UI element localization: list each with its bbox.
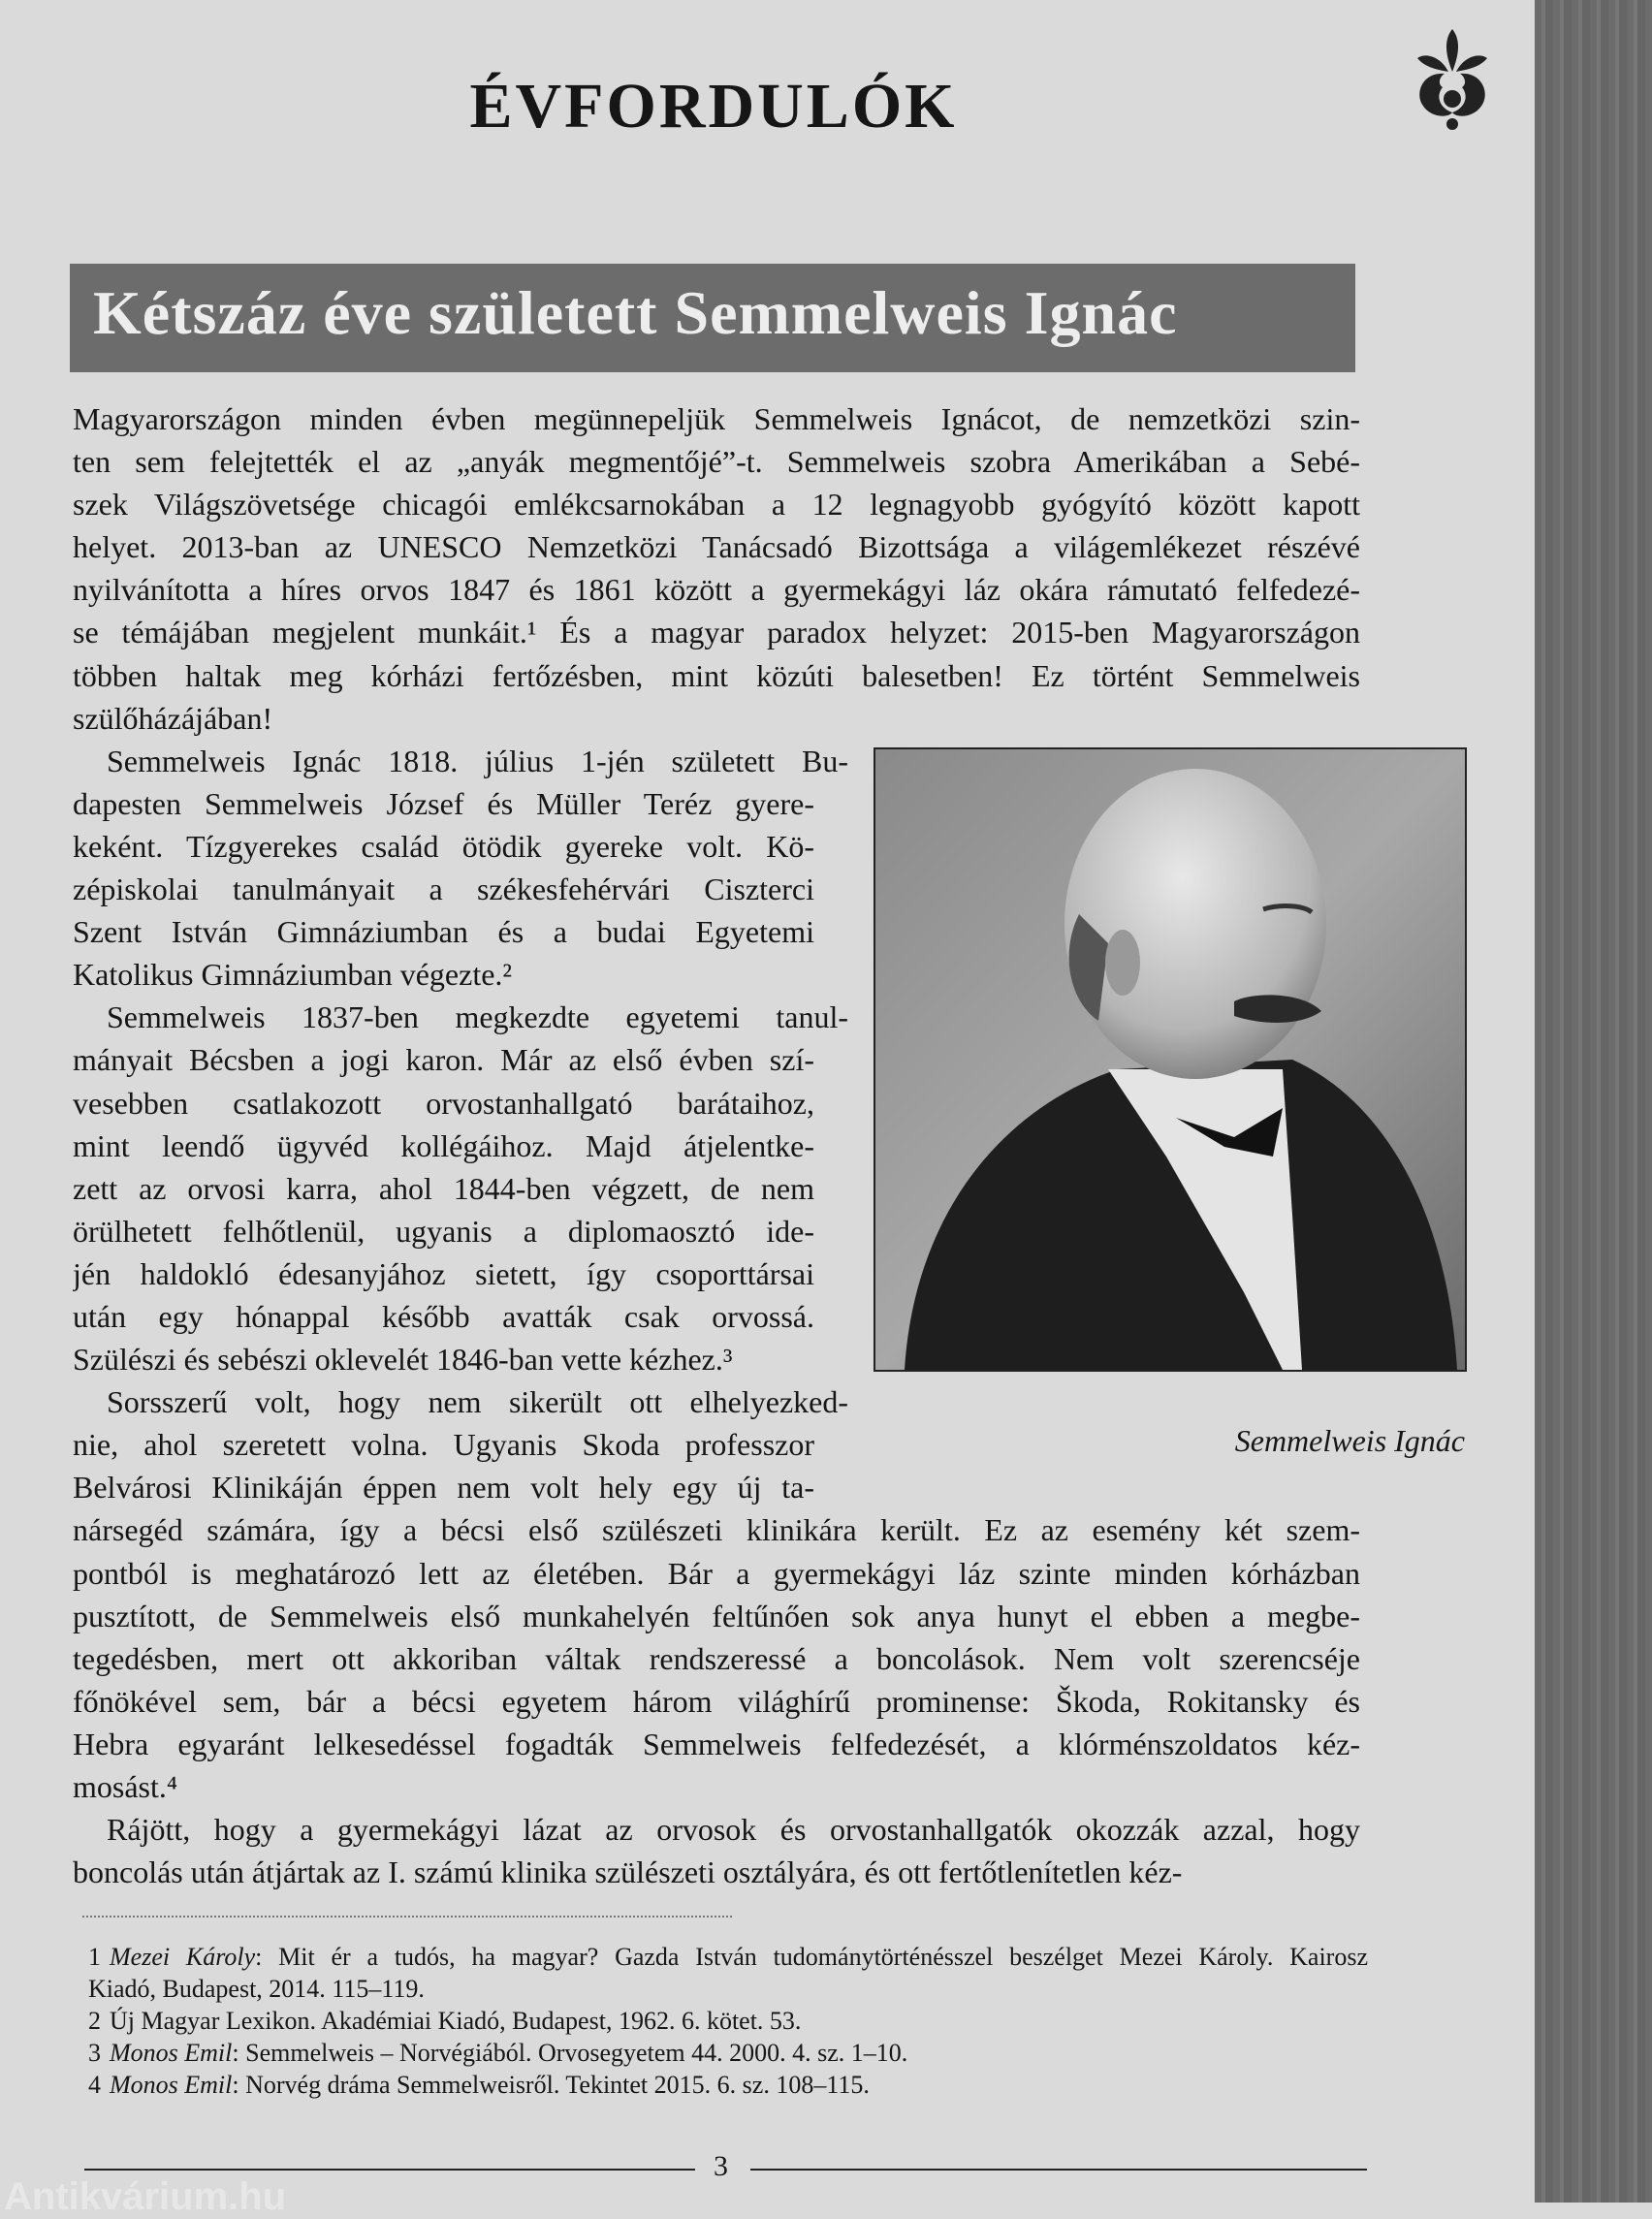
text-line: pontból is meghatározó lett az életében. Bár a gyermekágyi láz szinte minden kórházban: [73, 1555, 1360, 1591]
text-line: nie, ahol szeretett volna. Ugyanis Skoda professzor: [73, 1427, 814, 1463]
text-line: boncolás után átjártak az I. számú klinika szülészeti osztályára, és ott fertőtlenítetlen kéz-: [73, 1854, 1183, 1890]
article-title-banner: [70, 264, 1355, 372]
text-line: nársegéd számára, így a bécsi első szülészeti klinikára került. Ez az esemény két szem-: [73, 1512, 1360, 1548]
text-line: dapesten Semmelweis József és Müller Teréz gyere-: [73, 785, 814, 821]
text-line: után egy hónappal később avatták csak orvossá.: [73, 1298, 814, 1334]
footer-rule-right: [750, 2169, 1367, 2171]
text-line: zett az orvosi karra, ahol 1844-ben végzett, de nem: [73, 1170, 814, 1206]
footnote-author: Mezei Károly: [110, 1943, 256, 1971]
footnote-line: 3 Monos Emil: Semmelweis – Norvégiából. Orvosegyetem 44. 2000. 4. sz. 1–10.: [88, 2039, 908, 2067]
text-line: jén haldokló édesanyjához sietett, így csoporttársai: [73, 1255, 814, 1291]
footnote-line: 1 Mezei Károly: Mit ér a tudós, ha magyar? Gazda István tudománytörténésszel beszélget Mezei Károly. Kairosz: [88, 1943, 1368, 1971]
footnote-number: 2: [88, 2007, 101, 2035]
text-line: Belvárosi Klinikáján éppen nem volt hely egy új ta-: [73, 1470, 814, 1506]
footnote-text: Kiadó, Budapest, 2014. 115–119.: [88, 1975, 425, 2003]
text-line: Szülészi és sebészi oklevelét 1846-ban vette kézhez.³: [73, 1342, 733, 1378]
portrait-image: [874, 747, 1467, 1372]
footnote-separator: [82, 1916, 732, 1918]
footnote-number: 3: [88, 2039, 101, 2067]
watermark: Antikvárium.hu: [4, 2175, 287, 2218]
article-title: Kétszáz éve született Semmelweis Ignác: [93, 278, 1178, 347]
text-line: nyilvánította a híres orvos 1847 és 1861 között a gyermekágyi láz okára rámutató felfedezé-: [73, 572, 1360, 608]
text-line: tegedésben, mert ott akkoriban váltak rendszeressé a boncolások. Nem volt szerencséje: [73, 1640, 1360, 1676]
background-surface: [1535, 0, 1652, 2203]
footnote-text: Semmelweis – Norvégiából. Orvosegyetem 44. 2000. 4. sz. 1–10.: [245, 2039, 908, 2067]
text-line: Sorsszerű volt, hogy nem sikerült ott elhelyezked-: [107, 1384, 848, 1420]
image-caption: Semmelweis Ignác: [1234, 1423, 1465, 1458]
footnote-text: Mit ér a tudós, ha magyar? Gazda István tudománytörténésszel beszélget Mezei Károly. Kairosz: [278, 1943, 1368, 1971]
text-line: keként. Tízgyerekes család ötödik gyereke volt. Kö-: [73, 828, 814, 864]
text-line: örülhetett felhőtlenül, ugyanis a diplomaosztó ide-: [73, 1213, 814, 1249]
text-line: Magyarországon minden évben megünnepeljük Semmelweis Ignácot, de nemzetközi szin-: [73, 401, 1360, 436]
text-line: pusztított, de Semmelweis első munkahelyén feltűnően sok anya hunyt el ebben a megbe-: [73, 1598, 1360, 1633]
footer-rule-left: [84, 2169, 695, 2171]
footnotes: [88, 1941, 1368, 2101]
text-line: Hebra egyaránt lelkesedéssel fogadták Semmelweis felfedezését, a klórménszoldatos kéz-: [73, 1726, 1360, 1761]
text-line: helyet. 2013-ban az UNESCO Nemzetközi Tanácsadó Bizottsága a világemlékezet részévé: [73, 529, 1360, 565]
text-line: Semmelweis 1837-ben megkezdte egyetemi tanul-: [107, 999, 848, 1035]
footnote-line: [88, 1973, 1368, 2005]
page-number: 3: [714, 2150, 728, 2182]
footnote-text: Új Magyar Lexikon. Akadémiai Kiadó, Budapest, 1962. 6. kötet. 53.: [110, 2007, 802, 2035]
footnote-author: Monos Emil: [110, 2071, 233, 2099]
footnote-number: 1: [88, 1943, 101, 1971]
text-line: Rájött, hogy a gyermekágyi lázat az orvosok és orvostanhallgatók okozzák azzal, hogy: [107, 1812, 1360, 1848]
text-line: Szent István Gimnáziumban és a budai Egyetemi: [73, 914, 814, 950]
footnote-text: Norvég dráma Semmelweisről. Tekintet 2015. 6. sz. 108–115.: [245, 2071, 870, 2099]
text-line: mint leendő ügyvéd kollégáihoz. Majd átjelentke-: [73, 1127, 814, 1163]
text-line: szek Világszövetsége chicagói emlékcsarnokában a 12 legnagyobb gyógyító között kapott: [73, 487, 1360, 523]
text-line: többen haltak meg kórházi fertőzésben, mint közúti balesetben! Ez történt Semmelweis: [73, 657, 1360, 693]
text-line: szülőházájában!: [73, 700, 273, 736]
text-line: főnökével sem, bár a bécsi egyetem három világhírű prominense: Škoda, Rokitansky és: [73, 1683, 1360, 1719]
text-line: Katolikus Gimnáziumban végezte.²: [73, 957, 513, 993]
folk-tulip-ornament-icon: [1415, 29, 1489, 134]
footnote-line: [88, 2005, 1368, 2037]
text-line: Semmelweis Ignác 1818. július 1-jén született Bu-: [107, 743, 848, 778]
text-line: vesebben csatlakozott orvostanhallgató barátaihoz,: [73, 1085, 814, 1121]
footnote-number: 4: [88, 2071, 101, 2099]
text-line: ten sem felejtették el az „anyák megmentőjé”-t. Semmelweis szobra Amerikában a Sebé-: [73, 444, 1360, 480]
text-line: se témájában megjelent munkáit.¹ És a magyar paradox helyzet: 2015-ben Magyarországon: [73, 615, 1360, 650]
text-line: mosást.⁴: [73, 1769, 178, 1804]
text-line: mányait Bécsben a jogi karon. Már az első évben szí-: [73, 1042, 814, 1078]
portrait-engraving: [875, 749, 1465, 1370]
text-line: zépiskolai tanulmányait a székesfehérvári Ciszterci: [73, 872, 814, 907]
footnote-author: Monos Emil: [110, 2039, 233, 2067]
footnote-line: 4 Monos Emil: Norvég dráma Semmelweisről. Tekintet 2015. 6. sz. 108–115.: [88, 2071, 870, 2099]
section-title: ÉVFORDULÓK: [469, 71, 958, 142]
